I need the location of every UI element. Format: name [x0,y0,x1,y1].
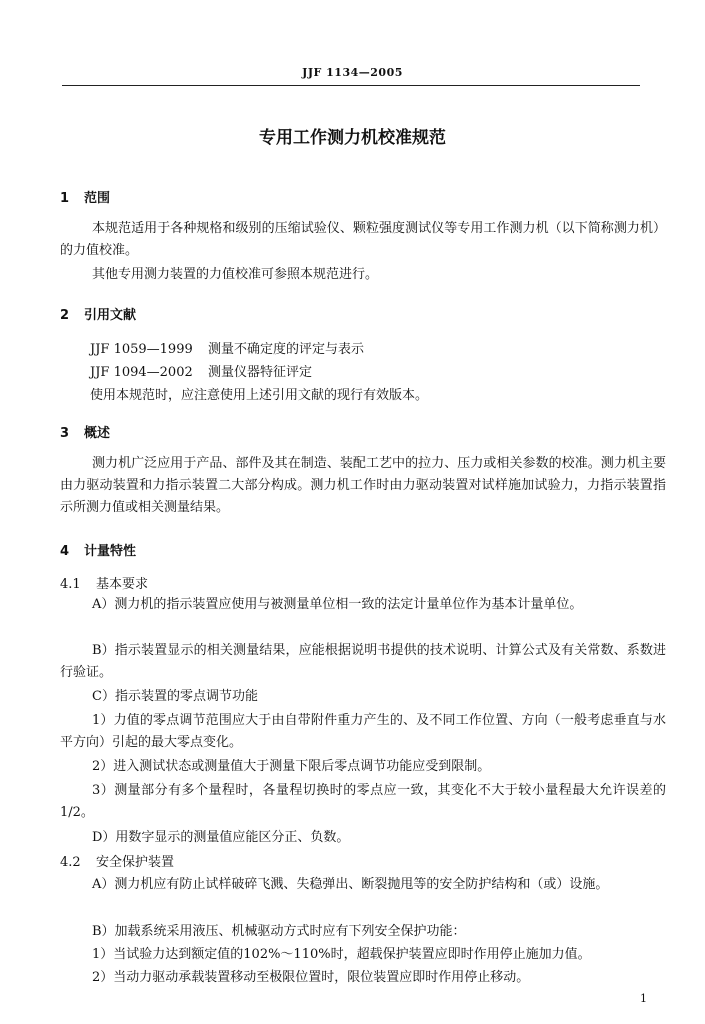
section-1-paragraph-2: 其他专用测力装置的力值校准可参照本规范进行。 [92,267,379,282]
document-code-header: JJF 1134—2005 [302,66,403,79]
subsection-number: 4.1 [60,577,81,592]
item-4-2-b-2: 2）当动力驱动承载装置移动至极限位置时，限位装置应即时作用停止移动。 [92,970,530,985]
item-4-1-a: A）测力机的指示装置应使用与被测量单位相一致的法定计量单位作为基本计量单位。 [92,597,583,612]
item-4-1-c: C）指示装置的零点调节功能 [92,689,258,704]
item-4-2-b: B）加载系统采用液压、机械驱动方式时应有下列安全保护功能： [92,924,466,939]
subsection-4-1-heading [60,573,148,592]
section-title: 引用文献 [84,308,137,323]
document-title: 专用工作测力机校准规范 [259,128,446,148]
section-title: 计量特性 [84,544,137,559]
item-4-1-c-1: 1）力值的零点调节范围应大于由自带附件重力产生的、及不同工作位置、方向（一般考虑垂直与水平方向）引起的最大零点变化。 [60,713,666,750]
reference-title: 测量不确定度的评定与表示 [208,342,365,357]
section-number: 3 [60,426,70,441]
section-3-heading [60,422,110,441]
reference-item [90,361,312,380]
section-2-heading [60,304,136,323]
section-number: 4 [60,544,70,559]
header-rule [62,85,640,86]
subsection-title: 安全保护装置 [96,855,175,870]
item-4-1-b: B）指示装置显示的相关测量结果，应能根据说明书提供的技术说明、计算公式及有关常数、系数进行验证。 [60,643,666,680]
section-title: 范围 [84,191,111,206]
section-number: 2 [60,308,70,323]
reference-item [90,338,364,357]
item-4-1-d: D）用数字显示的测量值应能区分正、负数。 [92,830,350,845]
reference-note: 使用本规范时，应注意使用上述引用文献的现行有效版本。 [90,388,429,403]
reference-title: 测量仪器特征评定 [208,365,313,380]
reference-code: JJF 1094—2002 [90,365,193,380]
reference-code: JJF 1059—1999 [90,342,193,357]
subsection-title: 基本要求 [96,577,149,592]
subsection-number: 4.2 [60,855,81,870]
item-4-2-a: A）测力机应有防止试样破碎飞溅、失稳弹出、断裂抛甩等的安全防护结构和（或）设施。 [92,877,609,892]
section-1-paragraph-1: 本规范适用于各种规格和级别的压缩试验仪、颗粒强度测试仪等专用工作测力机（以下简称测力机）的力值校准。 [60,221,666,258]
item-4-1-c-2: 2）进入测试状态或测量值大于测量下限后零点调节功能应受到限制。 [92,759,491,774]
section-number: 1 [60,191,70,206]
section-3-paragraph: 测力机广泛应用于产品、部件及其在制造、装配工艺中的拉力、压力或相关参数的校准。测力机主要由力驱动装置和力指示装置二大部分构成。测力机工作时由力驱动装置对试样施加试验力，力指示装置指示所测力值或相关测量结果。 [60,456,666,515]
page-number: 1 [640,992,647,1005]
subsection-4-2-heading [60,851,174,870]
section-1-heading [60,187,110,206]
item-4-1-c-3: 3）测量部分有多个量程时，各量程切换时的零点应一致，其变化不大于较小量程最大允许误差的1/2。 [60,783,666,820]
item-4-2-b-1: 1）当试验力达到额定值的102%～110%时，超载保护装置应即时作用停止施加力值。 [92,947,591,962]
section-title: 概述 [84,426,111,441]
section-4-heading [60,540,136,559]
